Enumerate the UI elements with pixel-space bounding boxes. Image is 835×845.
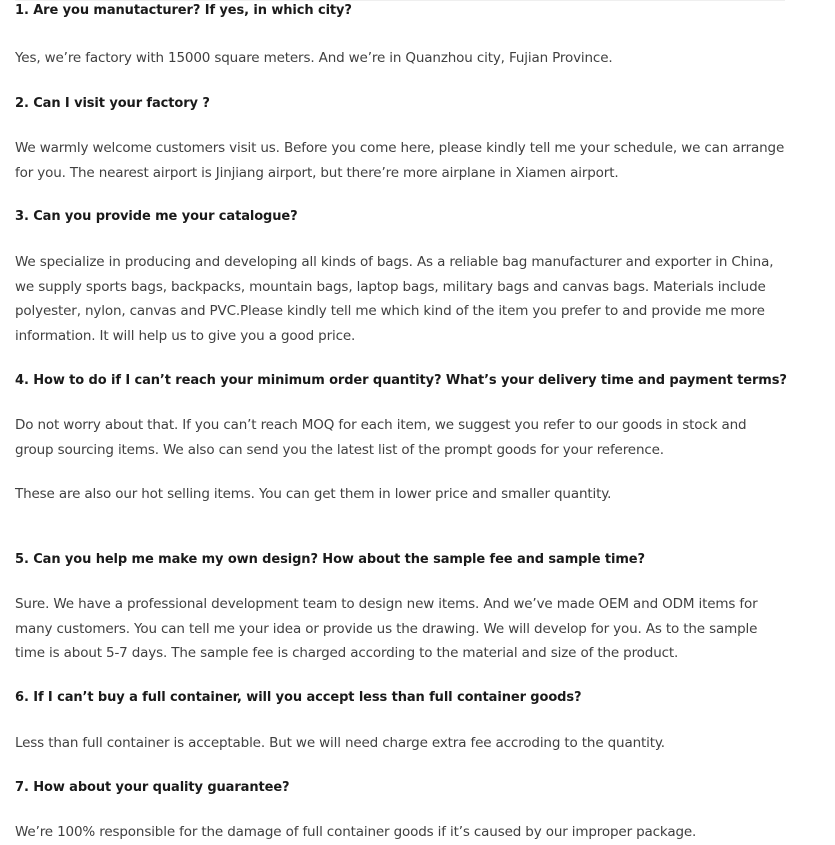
- top-divider: [15, 0, 785, 1]
- faq-answer-line: for you. The nearest airport is Jinjiang airport, but there’re more airplane in Xiamen airport.: [15, 164, 619, 181]
- faq-answer-line: polyester, nylon, canvas and PVC.Please kindly tell me which kind of the item you prefer to and provide me more: [15, 303, 765, 319]
- faq-answer-line: Yes, we’re factory with 15000 square meters. And we’re in Quanzhou city, Fujian Province.: [15, 50, 613, 66]
- faq-answer-4: [15, 413, 746, 462]
- faq-answer-line: We warmly welcome customers visit us. Before you come here, please kindly tell me your schedule, we can arrange: [15, 140, 785, 156]
- faq-answer-line: group sourcing items. We also can send you the latest list of the prompt goods for your reference.: [15, 441, 664, 458]
- faq-answer-line: we supply sports bags, backpacks, mountain bags, laptop bags, military bags and canvas bags. Materials include: [15, 278, 766, 295]
- faq-answer-3: [15, 250, 773, 348]
- faq-question-7: 7. How about your quality guarantee?: [15, 780, 290, 795]
- faq-answer-4-extra: [15, 482, 611, 507]
- faq-answer-line: We specialize in producing and developing all kinds of bags. As a reliable bag manufacturer and exporter in China,: [15, 254, 774, 270]
- faq-answer-line: Sure. We have a professional development team to design new items. And we’ve made OEM and ODM items for: [15, 596, 758, 612]
- faq-question-4: 4. How to do if I can’t reach your minimum order quantity? What’s your delivery time and payment terms?: [15, 373, 787, 388]
- faq-question-2: 2. Can I visit your factory ?: [15, 96, 210, 111]
- faq-answer-line: These are also our hot selling items. You can get them in lower price and smaller quantity.: [15, 486, 612, 502]
- faq-question-3: 3. Can you provide me your catalogue?: [15, 209, 298, 224]
- faq-question-1: 1. Are you manutacturer? If yes, in which city?: [15, 3, 352, 18]
- faq-answer-5: [15, 592, 758, 666]
- faq-answer-7: [15, 820, 696, 845]
- faq-answer-6: [15, 731, 665, 756]
- faq-answer-2: [15, 136, 784, 185]
- faq-answer-line: Do not worry about that. If you can’t reach MOQ for each item, we suggest you refer to our goods in stock and: [15, 417, 747, 433]
- faq-question-5: 5. Can you help me make my own design? How about the sample fee and sample time?: [15, 552, 645, 567]
- faq-answer-line: time is about 5-7 days. The sample fee is charged according to the material and size of the product.: [15, 645, 679, 661]
- faq-answer-line: We’re 100% responsible for the damage of full container goods if it’s caused by our improper package.: [15, 824, 697, 840]
- faq-answer-line: many customers. You can tell me your idea or provide us the drawing. We will develop for you. As to the sample: [15, 620, 758, 637]
- faq-answer-line: information. It will help us to give you a good price.: [15, 327, 356, 344]
- faq-answer-1: [15, 46, 613, 71]
- faq-question-6: 6. If I can’t buy a full container, will you accept less than full container goods?: [15, 690, 582, 705]
- faq-answer-line: Less than full container is acceptable. But we will need charge extra fee accroding to the quantity.: [15, 735, 665, 751]
